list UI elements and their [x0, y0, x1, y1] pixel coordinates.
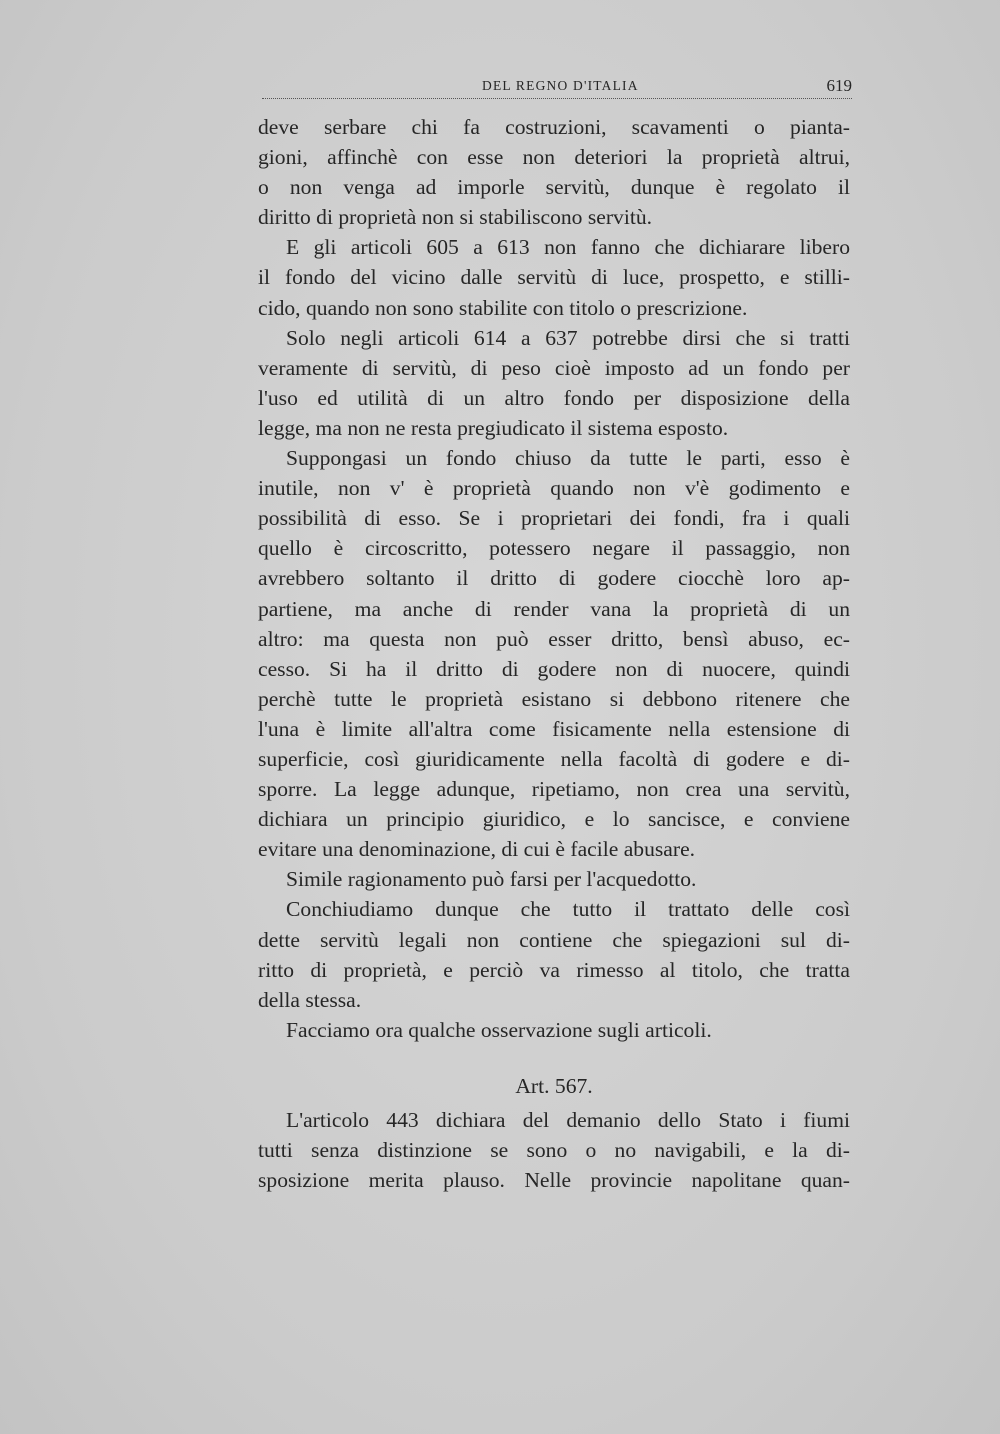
text-line: tutti senza distinzione se sono o no navigabili, e la di-	[258, 1138, 850, 1163]
text-line: Conchiudiamo dunque che tutto il trattato delle così	[286, 897, 850, 922]
text-line: della stessa.	[258, 987, 362, 1012]
text-line: L'articolo 443 dichiara del demanio dello Stato i fiumi	[286, 1108, 850, 1132]
text-line: avrebbero soltanto il dritto di godere ciocchè loro ap-	[258, 566, 850, 591]
text-line: cido, quando non sono stabilite con titolo o prescrizione.	[258, 295, 748, 320]
spacer	[258, 1045, 850, 1071]
text-line: E gli articoli 605 a 613 non fanno che dichiarare libero	[286, 235, 850, 260]
section-heading: Art. 567.	[515, 1073, 593, 1098]
text-line: altro: ma questa non può esser dritto, bensì abuso, ec-	[258, 626, 850, 651]
text-line: veramente di servitù, di peso cioè imposto ad un fondo per	[258, 355, 850, 380]
text-line: cesso. Si ha il dritto di godere non di nuocere, quindi	[258, 656, 850, 681]
text-line: quello è circoscritto, potessero negare il passaggio, non	[258, 536, 850, 561]
text-line: evitare una denominazione, di cui è facile abusare.	[258, 837, 696, 862]
running-title: DEL REGNO D'ITALIA	[482, 78, 639, 93]
text-line: gioni, affinchè con esse non deteriori la proprietà altrui,	[258, 145, 850, 170]
text-line: Simile ragionamento può farsi per l'acquedotto.	[286, 867, 697, 892]
body-text	[258, 112, 850, 1195]
text-line: l'una è limite all'altra come fisicamente nella estensione di	[258, 716, 850, 741]
text-line: sporre. La legge adunque, ripetiamo, non crea una servitù,	[258, 777, 850, 802]
text-line: Facciamo ora qualche osservazione sugli articoli.	[286, 1017, 712, 1042]
text-line: deve serbare chi fa costruzioni, scavamenti o pianta-	[258, 115, 850, 139]
text-line: diritto di proprietà non si stabiliscono servitù.	[258, 205, 653, 230]
page-number: 619	[826, 76, 852, 95]
running-head	[262, 74, 852, 100]
text-line: ritto di proprietà, e perciò va rimesso al titolo, che tratta	[258, 957, 850, 982]
text-line: dette servitù legali non contiene che spiegazioni sul di-	[258, 927, 850, 952]
text-line: possibilità di esso. Se i proprietari dei fondi, fra i quali	[258, 506, 850, 531]
text-line: inutile, non v' è proprietà quando non v'è godimento e	[258, 476, 850, 501]
text-line: Suppongasi un fondo chiuso da tutte le parti, esso è	[286, 446, 850, 471]
text-line: superficie, così giuridicamente nella facoltà di godere e di-	[258, 746, 850, 771]
text-line: l'uso ed utilità di un altro fondo per disposizione della	[258, 385, 850, 410]
text-line: partiene, ma anche di render vana la proprietà di un	[258, 596, 850, 621]
header-rule	[262, 98, 852, 99]
text-line: il fondo del vicino dalle servitù di luce, prospetto, e stilli-	[258, 265, 850, 290]
text-line: perchè tutte le proprietà esistano si debbono ritenere che	[258, 686, 850, 711]
text-line: Solo negli articoli 614 a 637 potrebbe dirsi che si tratti	[286, 325, 850, 350]
text-line: sposizione merita plauso. Nelle provincie napolitane quan-	[258, 1168, 850, 1193]
text-line: dichiara un principio giuridico, e lo sancisce, e conviene	[258, 807, 850, 832]
text-line: legge, ma non ne resta pregiudicato il sistema esposto.	[258, 415, 729, 440]
text-line: o non venga ad imporle servitù, dunque è regolato il	[258, 175, 850, 200]
